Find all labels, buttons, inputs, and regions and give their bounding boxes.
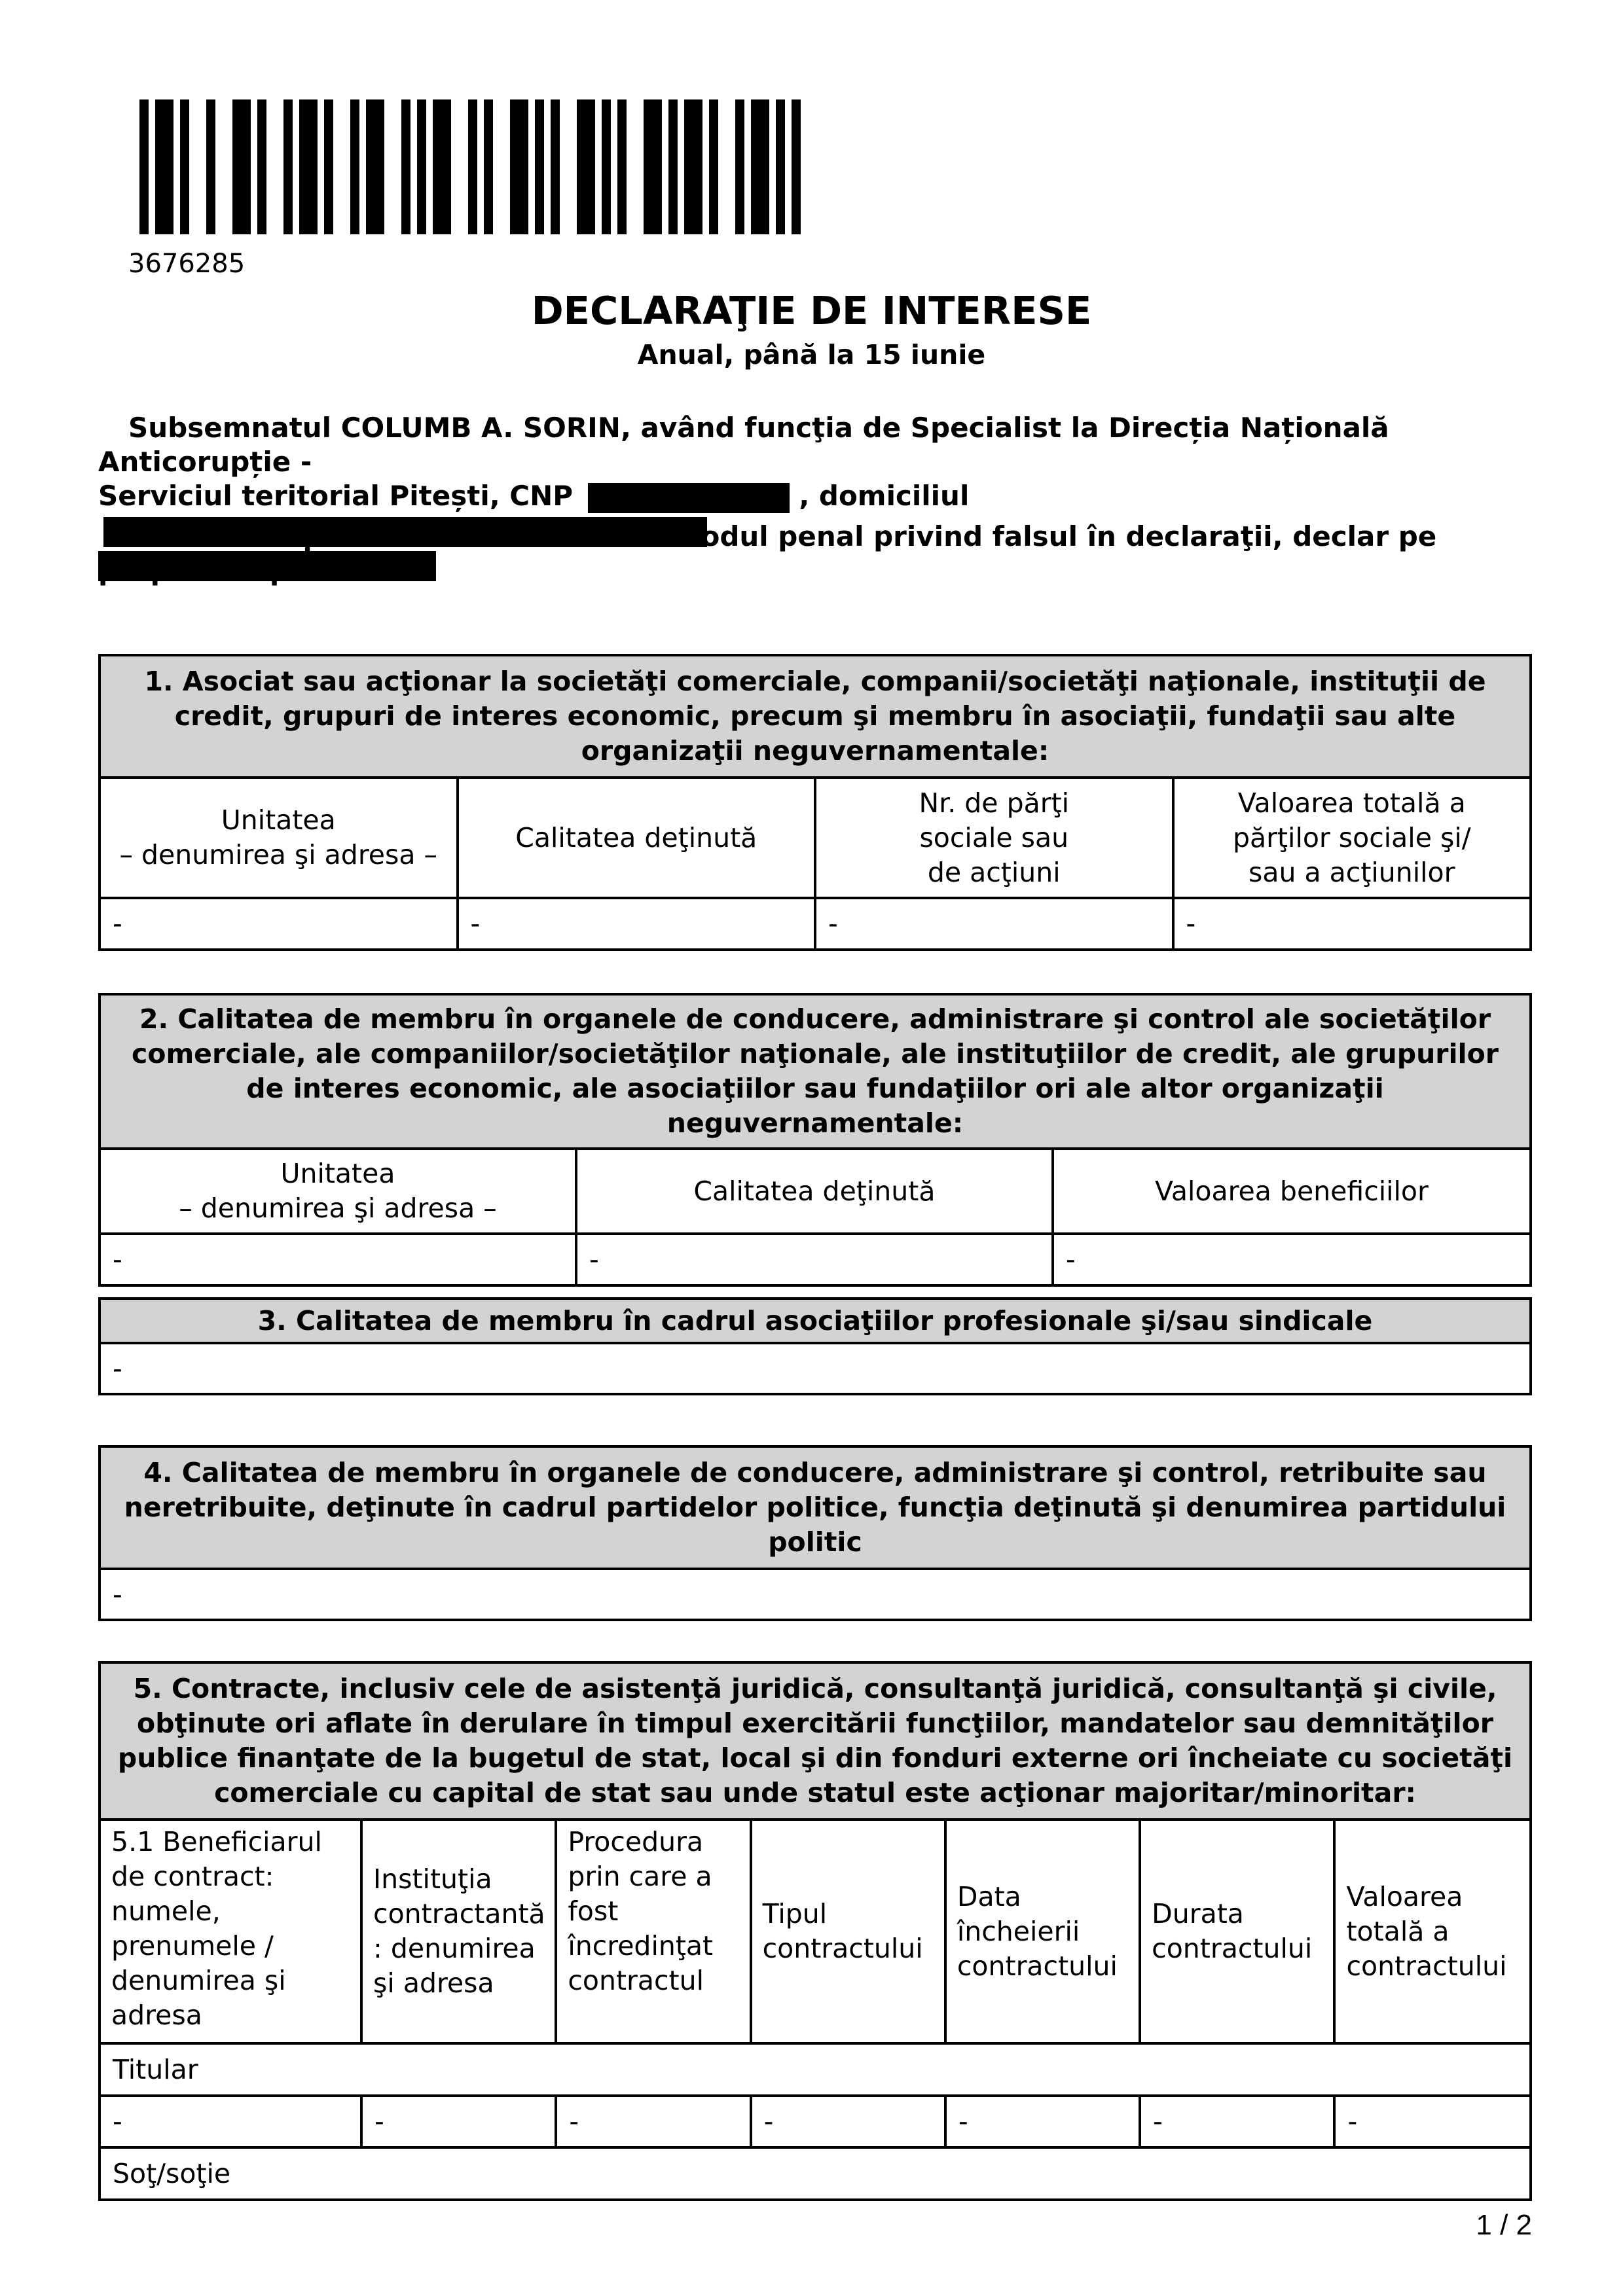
col-shares-line-3: de acţiuni (927, 856, 1061, 888)
barcode-bar (644, 99, 662, 234)
barcode-bar (617, 99, 627, 234)
barcode-bar (484, 99, 493, 234)
barcode-bar (366, 99, 384, 234)
barcode-bar (206, 99, 215, 234)
table-cell: - (945, 2096, 1140, 2147)
barcode-bar (257, 99, 266, 234)
domicile-label: , domiciliul (799, 480, 970, 512)
section-5-col-type: Tipul contractului (751, 1820, 945, 2043)
intro-statement: cunoscând prevederile art. 292 din Codul penal privind falsul în declaraţii, declar pe propria răspundere: (98, 520, 1437, 586)
barcode-bar (551, 99, 560, 234)
col-shares-line-2: sociale sau (919, 821, 1069, 853)
section-5-col-duration: Durata contractului (1140, 1820, 1334, 2043)
cnp-label: Serviciul teritorial Pitești, CNP (98, 480, 574, 512)
barcode-bar (299, 99, 318, 234)
barcode-bar (709, 99, 718, 234)
barcode-bar (180, 99, 189, 234)
table-row (100, 898, 1531, 950)
section-2-col-benefits: Valoarea beneficiilor (1053, 1149, 1531, 1234)
barcode-bar (735, 99, 744, 234)
section-1-col-quality: Calitatea deţinută (458, 778, 816, 898)
section-2-table (98, 993, 1532, 1287)
section-1-col-shares (815, 778, 1173, 898)
spouse-label: Soţ/soţie (100, 2147, 1531, 2200)
table-cell: - (751, 2096, 945, 2147)
barcode-bar (602, 99, 611, 234)
table-cell: - (458, 898, 816, 950)
barcode-number: 3676285 (128, 249, 246, 279)
table-row (100, 1569, 1531, 1620)
barcode-bar (139, 99, 149, 234)
barcode-bar (792, 99, 801, 234)
barcode-image (139, 99, 886, 234)
barcode-bar (350, 99, 359, 234)
barcode-bar (433, 99, 451, 234)
table-row (100, 1234, 1531, 1285)
intro-line-1: Subsemnatul COLUMB A. SORIN, având funcţia de Specialist la Direcția Națională Anticorupție - (98, 412, 1389, 478)
table-row (100, 2096, 1531, 2147)
barcode-bar (324, 99, 333, 234)
document-title: DECLARAŢIE DE INTERESE (531, 288, 1092, 333)
barcode-bar (283, 99, 293, 234)
col-unit-line-2: – denumirea şi adresa – (179, 1193, 497, 1224)
page-number: 1 / 2 (1476, 2209, 1532, 2241)
section-5-col-date: Data încheierii contractului (945, 1820, 1140, 2043)
section-3-table (98, 1297, 1532, 1395)
barcode-bar (417, 99, 426, 234)
titular-label: Titular (100, 2043, 1531, 2096)
barcode-bar (232, 99, 251, 234)
table-cell: - (815, 898, 1173, 950)
table-cell: - (100, 1569, 1531, 1620)
table-cell: - (1334, 2096, 1531, 2147)
table-cell: - (1053, 1234, 1531, 1285)
col-shares-line-1: Nr. de părţi (919, 787, 1070, 819)
barcode-bar (535, 99, 544, 234)
table-cell: - (100, 1343, 1531, 1394)
barcode-bar (668, 99, 678, 234)
section-4-table (98, 1445, 1532, 1621)
section-1-title: 1. Asociat sau acţionar la societăţi comerciale, companii/societăţi naţionale, instituţii de credit, grupuri de interes economic, precum şi membru în asociaţii, fundaţii sau alte organizaţii neguvernamentale: (100, 655, 1531, 778)
redacted-cnp (588, 483, 790, 513)
table-cell: - (100, 2096, 361, 2147)
section-5-col-procedure: Procedura prin care a fost încredinţat contractul (556, 1820, 750, 2043)
col-value-line-1: Valoarea totală a (1237, 787, 1466, 819)
table-cell: - (100, 1234, 576, 1285)
section-1-col-unit (100, 778, 458, 898)
section-2-col-unit (100, 1149, 576, 1234)
col-value-line-2: părţilor sociale şi/ (1232, 821, 1471, 853)
section-5-col-beneficiary: 5.1 Beneficiarul de contract: numele, prenumele / denumirea şi adresa (100, 1820, 361, 2043)
barcode-bar (401, 99, 410, 234)
section-2-title: 2. Calitatea de membru în organele de conducere, administrare şi control ale societăţilor comerciale, ale companiilor/societăţilor naţionale, ale instituţiilor de credit, ale grupurilor de interes economic, ale asociaţiilor sau fundaţiilor ori ale altor organizaţii neguvernamentale: (100, 994, 1531, 1149)
table-cell: - (361, 2096, 556, 2147)
section-2-col-quality: Calitatea deţinută (576, 1149, 1053, 1234)
section-5-title: 5. Contracte, inclusiv cele de asistenţă juridică, consultanţă juridică, consultanţă şi civile, obţinute ori aflate în derulare în timpul exercitării funcţiilor, mandatelor sau demnităţilor publice finanţate de la bugetul de stat, local şi din fonduri externe ori încheiate cu societăţi comerciale cu capital de stat sau unde statul este acţionar majoritar/minoritar: (100, 1662, 1531, 1820)
section-5-table (98, 1661, 1532, 2201)
section-5-col-value: Valoarea totală a contractului (1334, 1820, 1531, 2043)
table-cell: - (556, 2096, 750, 2147)
table-cell: - (576, 1234, 1053, 1285)
col-value-line-3: sau a acţiunilor (1249, 856, 1455, 888)
section-5-col-institution: Instituţia contractantă : denumirea şi adresa (361, 1820, 556, 2043)
section-3-title: 3. Calitatea de membru în cadrul asociaţiilor profesionale şi/sau sindicale (100, 1299, 1531, 1343)
section-1-table (98, 654, 1532, 951)
col-unit-line-2: – denumirea şi adresa – (119, 839, 438, 870)
col-unit-line-1: Unitatea (221, 804, 336, 836)
barcode-bar (577, 99, 595, 234)
col-unit-line-1: Unitatea (280, 1158, 395, 1189)
barcode-bar (776, 99, 785, 234)
barcode-bar (510, 99, 528, 234)
barcode-bar (468, 99, 477, 234)
document-subtitle: Anual, până la 15 iunie (637, 339, 986, 370)
table-cell: - (1173, 898, 1531, 950)
section-4-title: 4. Calitatea de membru în organele de conducere, administrare şi control, retribuite sau neretribuite, deţinute în cadrul partidelor politice, funcţia deţinută şi denumirea partidului politic (100, 1446, 1531, 1569)
table-cell: - (100, 898, 458, 950)
section-1-col-value (1173, 778, 1531, 898)
barcode-bar (684, 99, 702, 234)
table-cell: - (1140, 2096, 1334, 2147)
barcode-bar (155, 99, 173, 234)
table-row (100, 1343, 1531, 1394)
barcode-bar (751, 99, 769, 234)
